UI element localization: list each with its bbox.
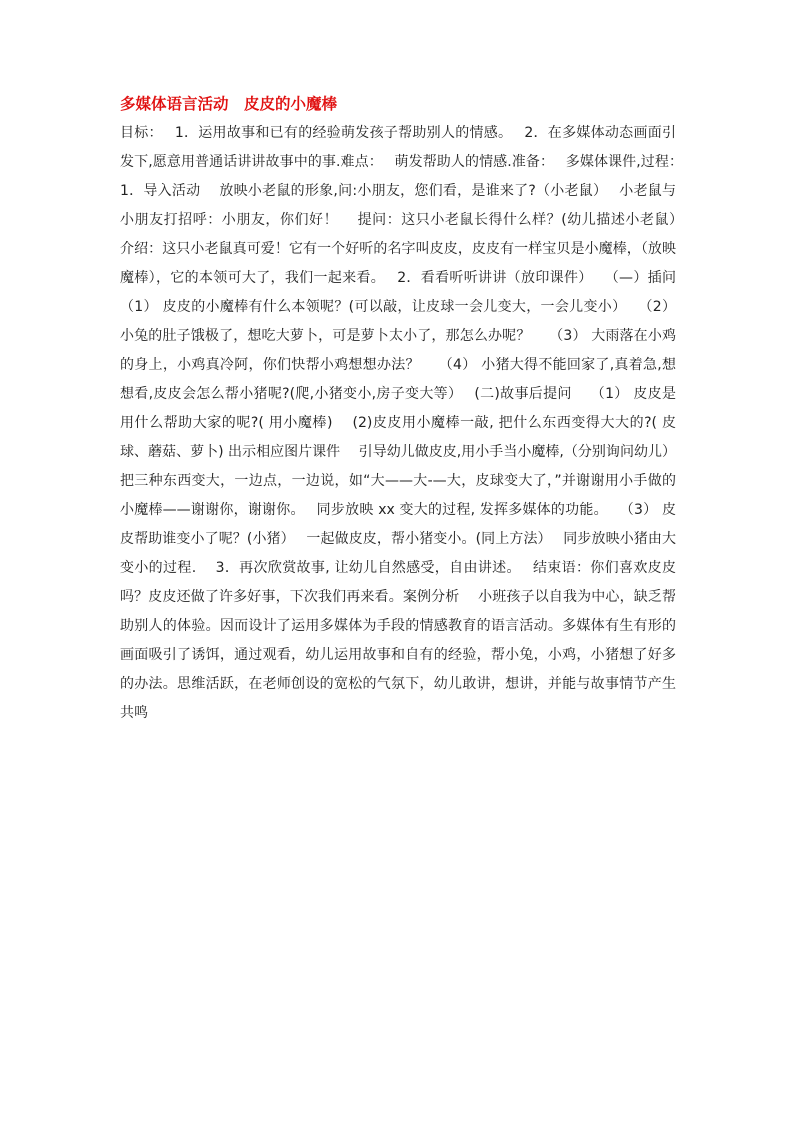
document-title: 多媒体语言活动 皮皮的小魔棒	[120, 94, 338, 113]
document-body: 目标： 1．运用故事和已有的经验萌发孩子帮助别人的情感。 2．在多媒体动态画面引发下,愿意用普通话讲讲故事中的事.难点： 萌发帮助人的情感.准备： 多媒体课件,过程： 1．导入活动 放映小老鼠的形象,问:小朋友，您们看，是谁来了?（小老鼠） 小老鼠与小朋友打招呼：小朋友，你们好！ 提问：这只小老鼠长得什么样？(幼儿描述小老鼠） 介绍：这只小老鼠真可爱！它有一个好听的名字叫皮皮，皮皮有一样宝贝是小魔棒，（放映魔棒），它的本领可大了，我们一起来看。 2．看看听听讲讲（放印课件） （—）插问 （1） 皮皮的小魔棒有什么本领呢？(可以敲，让皮球一会儿变大，一会儿变小） （2）小兔的肚子饿极了，想吃大萝卜，可是萝卜太小了，那怎么办呢？ （3） 大雨落在小鸡的身上，小鸡真冷阿，你们快帮小鸡想想办法？ （4） 小猪大得不能回家了,真着急,想想看,皮皮会怎么帮小猪呢?(爬,小猪变小,房子变大等） (二)故事后提问 （1） 皮皮是用什么帮助大家的呢?( 用小魔棒) (2)皮皮用小魔棒一敲, 把什么东西变得大大的?( 皮球、蘑菇、萝卜) 出示相应图片课件 引导幼儿做皮皮,用小手当小魔棒,（分别询问幼儿）把三种东西变大，一边点，一边说，如“大——大-—大，皮球变大了，”并谢谢用小手做的小魔棒——谢谢你，谢谢你。 同步放映 xx 变大的过程, 发挥多媒体的功能。 （3） 皮皮帮助谁变小了呢？(小猪） 一起做皮皮，帮小猪变小。(同上方法） 同步放映小猪由大变小的过程. 3．再次欣赏故事, 让幼儿自然感受，自由讲述。 结束语：你们喜欢皮皮吗？皮皮还做了许多好事，下次我们再来看。案例分析 小班孩子以自我为中心，缺乏帮助别人的体验。因而设计了运用多媒体为手段的情感教育的语言活动。多媒体有生有形的画面吸引了诱饵，通过观看，幼儿运用故事和自有的经验，帮小兔，小鸡，小猪想了好多的办法。思维活跃，在老师创设的宽松的气氛下，幼儿敢讲，想讲，并能与故事情节产生共鸣	[120, 125, 695, 721]
